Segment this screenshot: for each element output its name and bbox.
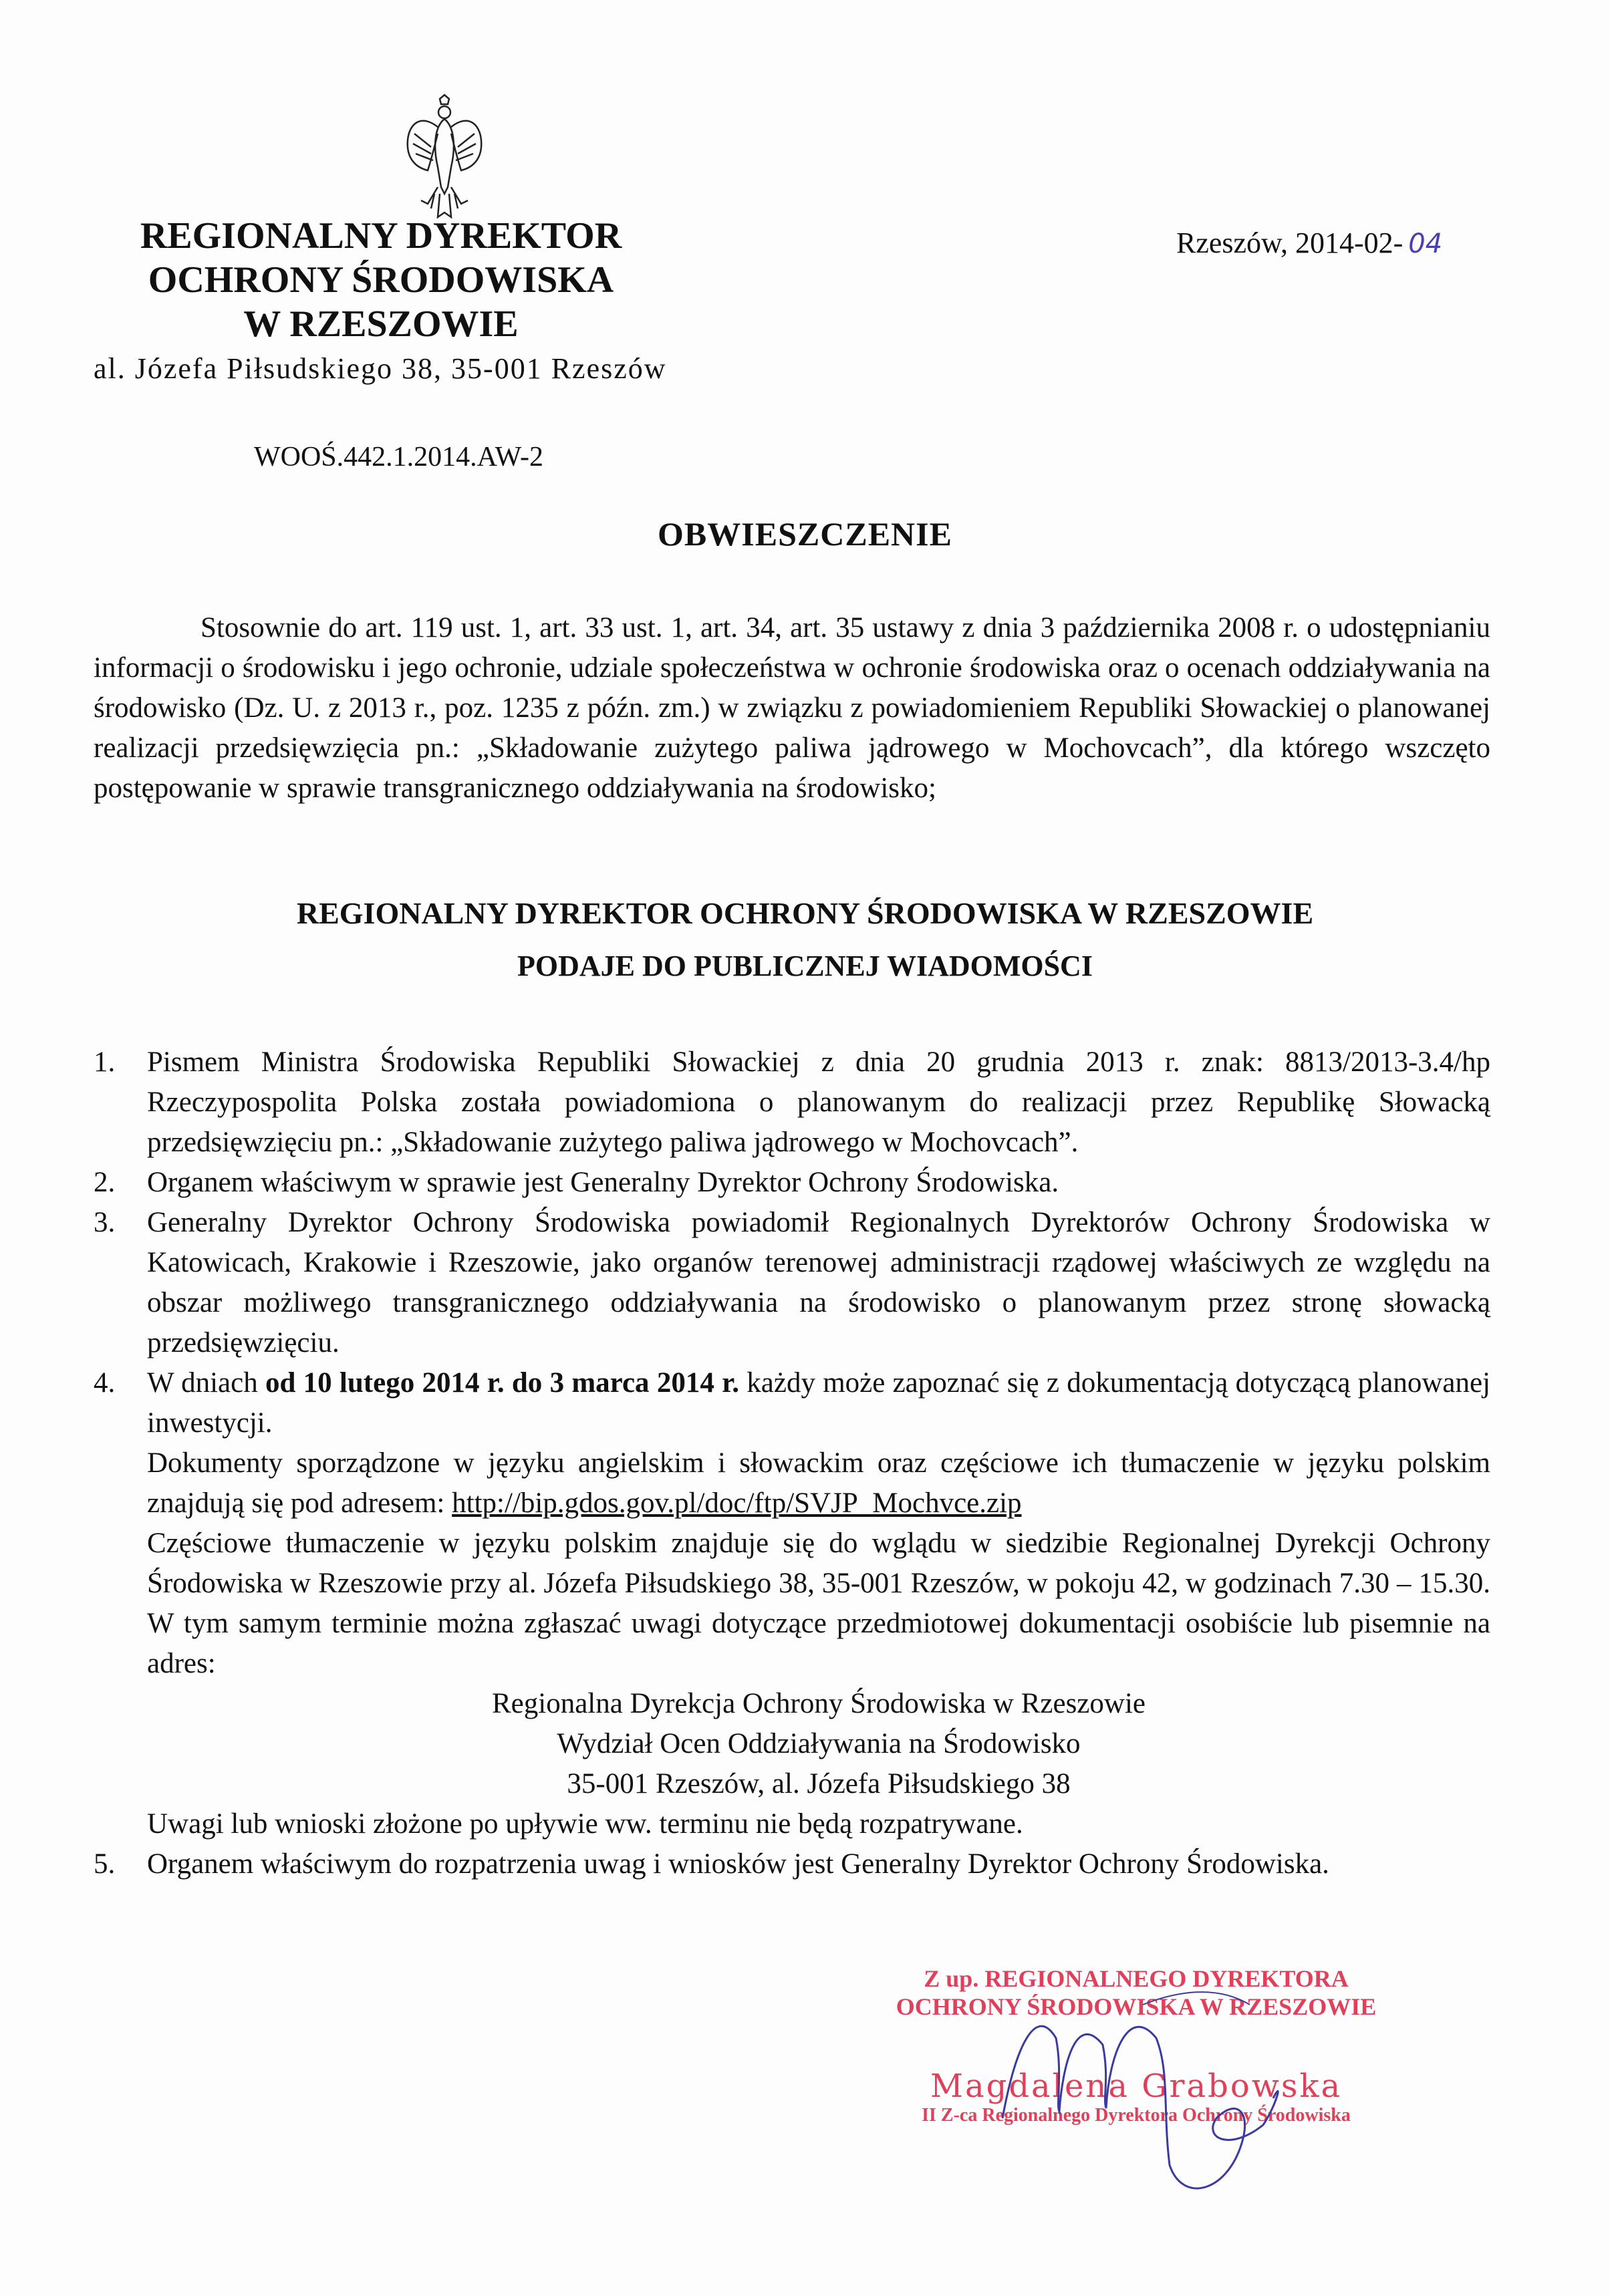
polish-eagle-emblem-icon <box>401 94 488 221</box>
item-rest: każdy może zapoznać się z dokumentacją dotyczącą planowanej inwestycji. <box>147 1367 1490 1439</box>
address-line-3: 35-001 Rzeszów, al. Józefa Piłsudskiego 38 <box>567 1768 1071 1800</box>
stamp-line-2: OCHRONY ŚRODOWISKA W RZESZOWIE <box>896 1993 1377 2020</box>
item-text: Organem właściwym w sprawie jest Generalny Dyrektor Ochrony Środowiska. <box>147 1167 1059 1198</box>
list-item-4 <box>94 1363 1490 1844</box>
address-line-1: Regionalna Dyrekcja Ochrony Środowiska w Rzeszowie <box>492 1688 1146 1719</box>
item-lead: W dniach <box>147 1367 265 1399</box>
signatory-name: Magdalena Grabowska <box>930 2067 1343 2105</box>
reference-number: WOOŚ.442.1.2014.AW-2 <box>254 442 543 472</box>
authority-line-2: OCHRONY ŚRODOWISKA <box>148 259 614 301</box>
authority-line-1: REGIONALNY DYREKTOR <box>140 215 622 257</box>
date-printed: Rzeszów, 2014-02- <box>1176 227 1403 259</box>
item-number: 3. <box>94 1207 116 1238</box>
list-item-5 <box>94 1844 1490 1884</box>
stamp-line-1: Z up. REGIONALNEGO DYREKTORA <box>924 1965 1349 1992</box>
item-number: 4. <box>94 1367 116 1399</box>
documents-text <box>147 1443 1490 1524</box>
item-text <box>147 1363 1490 1443</box>
item-number: 5. <box>94 1848 116 1880</box>
authority-address: al. Józefa Piłsudskiego 38, 35-001 Rzeszów <box>94 352 667 385</box>
translation-text: Częściowe tłumaczenie w języku polskim znajduje się do wglądu w siedzibie Regionalnej Dyrekcji Ochrony Środowiska w Rzeszowie przy al. Józefa Piłsudskiego 38, 35-001 Rzeszów, w pokoju 42, w godzinach 7.30 – 15.30. W tym samym terminie można zgłaszać uwagi dotyczące przedmiotowej dokumentacji osobiście lub pisemnie na adres: <box>147 1528 1490 1679</box>
announcement-subheading: PODAJE DO PUBLICZNEJ WIADOMOŚCI <box>517 950 1093 982</box>
item-text: Organem właściwym do rozpatrzenia uwag i wniosków jest Generalny Dyrektor Ochrony Środowiska. <box>147 1848 1329 1880</box>
handwritten-signature-icon <box>976 1965 1390 2205</box>
intro-text: Stosownie do art. 119 ust. 1, art. 33 ust. 1, art. 34, art. 35 ustawy z dnia 3 października 2008 r. o udostępnianiu informacji o środowisku i jego ochronie, udziale społeczeństwa w ochronie środowiska oraz o ocenach oddziaływania na środowisko (Dz. U. z 2013 r., poz. 1235 z późn. zm.) w związku z powiadomieniem Republiki Słowackiej o planowanej realizacji przedsięwzięcia pn.: „Składowanie zużytego paliwa jądrowego w Mochovcach”, dla którego wszczęto postępowanie w sprawie transgranicznego oddziaływania na środowisko; <box>94 612 1490 804</box>
list-item-3 <box>94 1203 1490 1363</box>
intro-paragraph <box>94 608 1490 809</box>
documents-lead: Dokumenty sporządzone w języku angielskim i słowackim oraz częściowe ich tłumaczenie w języku polskim znajdują się pod adresem: <box>147 1447 1490 1519</box>
consultation-period: od 10 lutego 2014 r. do 3 marca 2014 r. <box>265 1367 739 1399</box>
item-number: 1. <box>94 1046 116 1078</box>
closing-text: Uwagi lub wnioski złożone po upływie ww. terminu nie będą rozpatrywane. <box>147 1808 1023 1840</box>
date-handwritten: 04 <box>1408 229 1443 259</box>
address-line-2: Wydział Ocen Oddziaływania na Środowisko <box>557 1728 1081 1759</box>
document-date <box>1176 226 1442 260</box>
authority-line-3: W RZESZOWIE <box>243 303 519 345</box>
documents-link[interactable]: http://bip.gdos.gov.pl/doc/ftp/SVJP_Mochvce.zip <box>452 1487 1022 1519</box>
announcement-heading: REGIONALNY DYREKTOR OCHRONY ŚRODOWISKA W RZESZOWIE <box>296 896 1314 930</box>
notice-title: OBWIESZCZENIE <box>658 515 952 553</box>
numbered-list <box>94 1042 1490 1884</box>
issuing-authority <box>94 214 762 388</box>
list-item-2 <box>94 1163 1490 1203</box>
item-text: Generalny Dyrektor Ochrony Środowiska powiadomił Regionalnych Dyrektorów Ochrony Środowiska w Katowicach, Krakowie i Rzeszowie, jako organów terenowej administracji rządowej właściwych ze względu na obszar możliwego transgranicznego oddziaływania na środowisko o planowanym przez stronę słowacką przedsięwzięciu. <box>147 1207 1490 1358</box>
item-number: 2. <box>94 1167 116 1198</box>
list-item-1 <box>94 1042 1490 1163</box>
signatory-role: II Z-ca Regionalnego Dyrektora Ochrony Środowiska <box>922 2105 1351 2126</box>
item-text: Pismem Ministra Środowiska Republiki Słowackiej z dnia 20 grudnia 2013 r. znak: 8813/2013-3.4/hp Rzeczypospolita Polska została powiadomiona o planowanym do realizacji przez Republikę Słowacką przedsięwzięciu pn.: „Składowanie zużytego paliwa jądrowego w Mochovcach”. <box>147 1046 1490 1158</box>
